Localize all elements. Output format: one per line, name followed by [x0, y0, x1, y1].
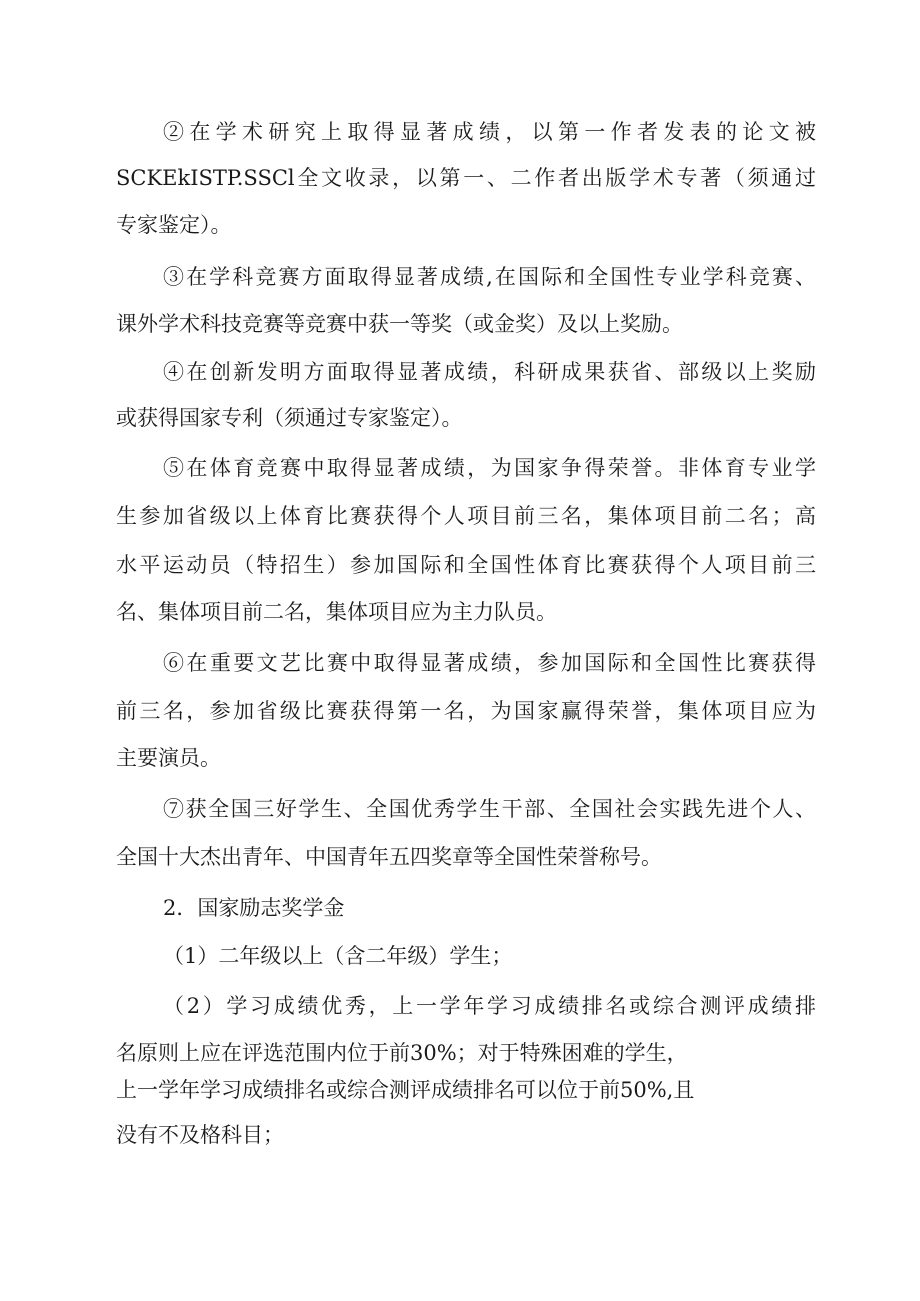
paragraph-line: ⑥在重要文艺比赛中取得显著成绩，参加国际和全国性比赛获得 [163, 651, 816, 675]
list-item: （1）二年级以上（含二年级）学生； [163, 944, 513, 968]
paragraph-line: 名、集体项目前二名，集体项目应为主力队员。 [116, 600, 557, 624]
paragraph-line: 水平运动员（特招生）参加国际和全国性体育比赛获得个人项目前三 [116, 553, 816, 577]
section-heading: 2．国家励志奖学金 [163, 896, 345, 920]
paragraph-line: 上一学年学习成绩排名或综合测评成绩排名可以位于前50%,且 [116, 1078, 695, 1102]
paragraph-line: 或获得国家专利（须通过专家鉴定）。 [116, 406, 463, 430]
paragraph-line: 前三名，参加省级比赛获得第一名，为国家赢得荣誉，集体项目应为 [116, 699, 816, 723]
paragraph-line: 没有不及格科目； [116, 1123, 284, 1147]
list-item: （2）学习成绩优秀，上一学年学习成绩排名或综合测评成绩排 [163, 994, 816, 1018]
paragraph-line: 全国十大杰出青年、中国青年五四奖章等全国性荣誉称号。 [116, 845, 662, 869]
paragraph-line: ④在创新发明方面取得显著成绩，科研成果获省、部级以上奖励 [163, 360, 816, 384]
paragraph-line: ⑦获全国三好学生、全国优秀学生干部、全国社会实践先进个人、 [163, 797, 816, 821]
paragraph-line: 专家鉴定）。 [116, 213, 232, 237]
paragraph-line: 名原则上应在评选范围内位于前30%；对于特殊困难的学生， [116, 1041, 688, 1065]
paragraph-line: ⑤在体育竞赛中取得显著成绩，为国家争得荣誉。非体育专业学 [163, 456, 816, 480]
paragraph-line: ③在学科竞赛方面取得显著成绩,在国际和全国性专业学科竞赛、 [163, 265, 816, 289]
paragraph-line: SCKEkISTP.SSCl全文收录，以第一、二作者出版学术专著（须通过 [116, 166, 816, 190]
paragraph-line: 主要演员。 [116, 746, 221, 770]
paragraph-line: 生参加省级以上体育比赛获得个人项目前三名，集体项目前二名；高 [116, 504, 816, 528]
paragraph-line: 课外学术科技竞赛等竞赛中获一等奖（或金奖）及以上奖励。 [116, 312, 683, 336]
paragraph-line: ②在学术研究上取得显著成绩，以第一作者发表的论文被 [163, 120, 816, 144]
